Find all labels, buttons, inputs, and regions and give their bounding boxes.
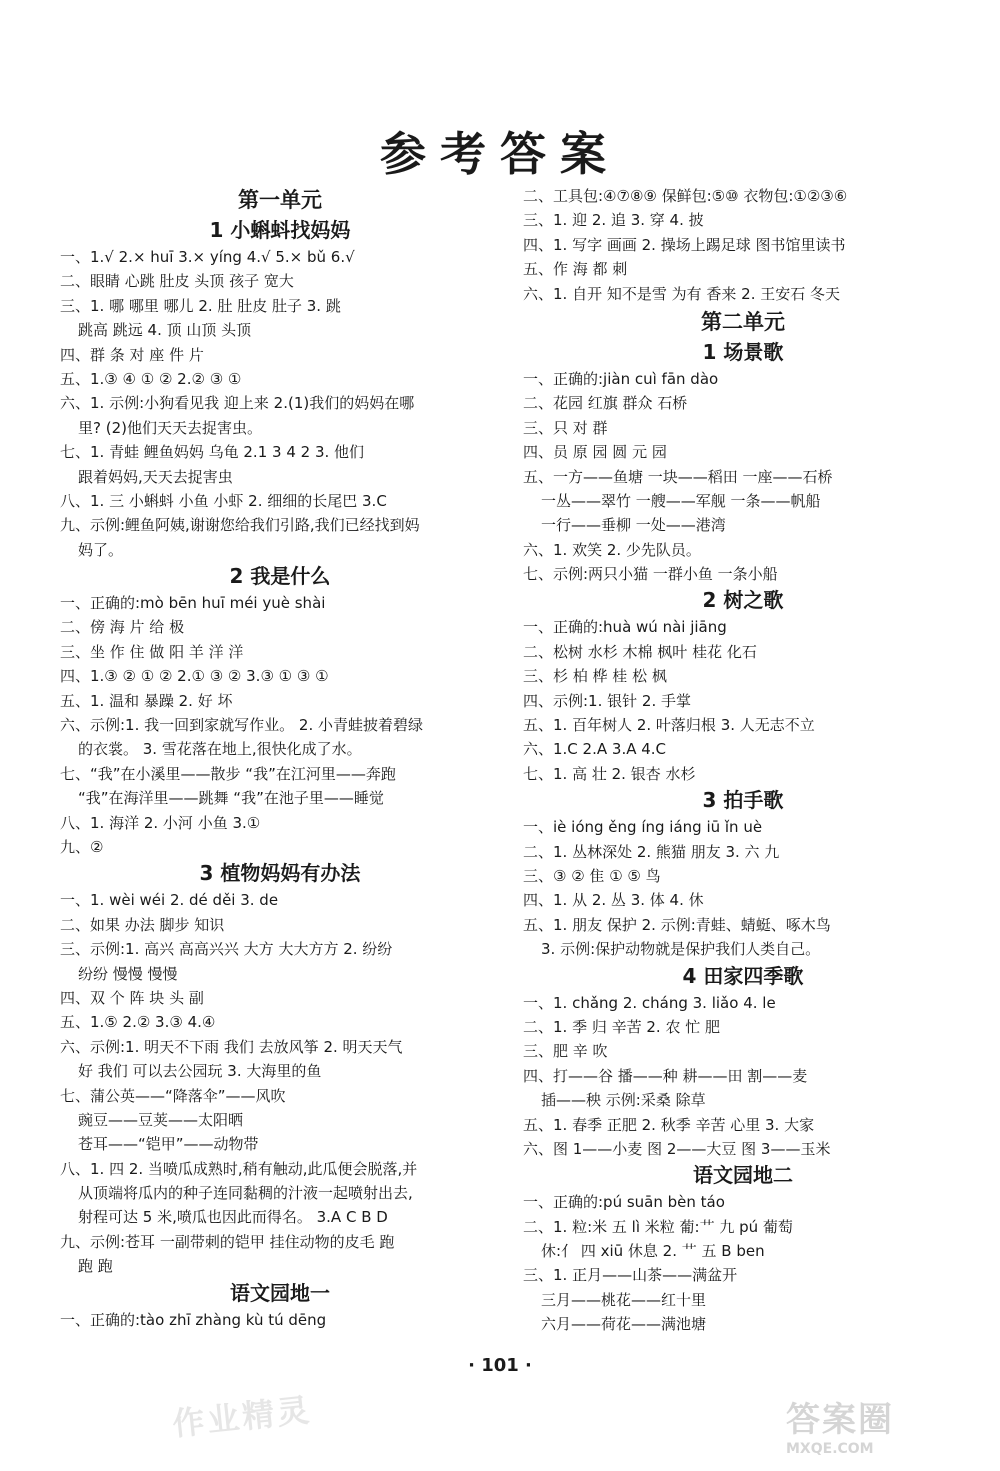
answer-line: 跑 跑 <box>78 1257 113 1276</box>
answer-line: 苍耳——“铠甲”——动物带 <box>78 1135 259 1154</box>
answer-line: 六、1. 示例:小狗看见我 迎上来 2.(1)我们的妈妈在哪 <box>60 394 415 413</box>
answer-line: 一、1. wèi wéi 2. dé děi 3. de <box>60 891 279 910</box>
answer-line: 九、② <box>60 837 104 856</box>
answer-line: 六月——荷花——满池塘 <box>541 1315 707 1334</box>
answer-line: 四、群 条 对 座 件 片 <box>60 345 204 364</box>
answer-line: 三、1. 正月——山茶——满盆开 <box>523 1266 738 1285</box>
lesson-title: 4 田家四季歌 <box>682 963 804 988</box>
answer-line: 六、图 1——小麦 图 2——大豆 图 3——玉米 <box>523 1139 831 1158</box>
lesson-title: 2 树之歌 <box>702 588 784 613</box>
answer-line: 一丛——翠竹 一艘——军舰 一条——帆船 <box>541 491 821 510</box>
answer-line: 三、1. 哪 哪里 哪儿 2. 肚 肚皮 肚子 3. 跳 <box>60 296 341 315</box>
answer-line: 五、1. 百年树人 2. 叶落归根 3. 人无志不立 <box>523 716 815 735</box>
answer-line: 好 我们 可以去公园玩 3. 大海里的鱼 <box>78 1062 322 1081</box>
answer-line: 二、如果 办法 脚步 知识 <box>60 915 225 934</box>
answer-line: 三、只 对 群 <box>523 418 608 437</box>
page-title: 参考答案 <box>380 127 620 181</box>
answer-line: 二、松树 水杉 木棉 枫叶 桂花 化石 <box>523 642 757 661</box>
answer-line: 跳高 跳远 4. 顶 山顶 头顶 <box>78 321 252 340</box>
answer-line: 三、示例:1. 高兴 高高兴兴 大方 大大方方 2. 纷纷 <box>60 940 393 959</box>
answer-line: 七、示例:两只小猫 一群小鱼 一条小船 <box>523 565 778 584</box>
answer-line: 插——秧 示例:采桑 除草 <box>541 1091 706 1110</box>
page-number: · 101 · <box>468 1355 532 1376</box>
answer-line: 四、1.③ ② ① ② 2.① ③ ② 3.③ ① ③ ① <box>60 667 329 686</box>
answer-line: 九、示例:鲤鱼阿姨,谢谢您给我们引路,我们已经找到妈 <box>60 516 420 535</box>
answer-line: 四、打——谷 播——种 耕——田 割——麦 <box>523 1066 808 1085</box>
answer-line: 四、双 个 阵 块 头 副 <box>60 988 204 1007</box>
answer-line: 三、③ ② 隹 ① ⑤ 鸟 <box>523 866 661 885</box>
answer-line: 三、坐 作 住 做 阳 羊 洋 洋 <box>60 642 244 661</box>
lesson-title: 语文园地二 <box>693 1163 793 1188</box>
answer-line: 纷纷 慢慢 慢慢 <box>78 964 178 983</box>
answer-line: 七、“我”在小溪里——散步 “我”在江河里——奔跑 <box>60 764 396 783</box>
answer-line: 五、1. 温和 暴躁 2. 好 坏 <box>60 691 233 710</box>
answer-line: 里? (2)他们天天去捉害虫。 <box>78 418 262 437</box>
answer-line: 六、1.C 2.A 3.A 4.C <box>523 740 667 759</box>
lesson-title: 1 小蝌蚪找妈妈 <box>209 218 351 242</box>
answer-line: 五、1.⑤ 2.② 3.③ 4.④ <box>60 1013 216 1032</box>
answers-left-column <box>60 184 500 1332</box>
lesson-title: 2 我是什么 <box>229 564 331 589</box>
answer-line: 七、1. 青蛙 鲤鱼妈妈 乌龟 2.1 3 4 2 3. 他们 <box>60 443 365 462</box>
answer-line: 五、1. 春季 正肥 2. 秋季 辛苦 心里 3. 大家 <box>523 1115 815 1134</box>
answer-line: 七、1. 高 壮 2. 银杏 水杉 <box>523 764 696 783</box>
answer-line: 四、示例:1. 银针 2. 手掌 <box>523 691 691 710</box>
answer-line: 一、正确的:huà wú nài jiāng <box>523 618 727 637</box>
answer-line: 豌豆——豆荚——太阳晒 <box>78 1110 244 1129</box>
watermark-logo <box>786 1392 976 1464</box>
answer-line: 八、1. 四 2. 当喷瓜成熟时,稍有触动,此瓜便会脱落,并 <box>60 1159 418 1178</box>
answer-line: 休:亻 四 xiū 休息 2. 艹 五 B ben <box>541 1242 765 1261</box>
answer-line: 二、花园 红旗 群众 石桥 <box>523 394 688 413</box>
answer-line: 一、1.√ 2.× huī 3.× yíng 4.√ 5.× bǔ 6.√ <box>60 248 355 266</box>
answer-line: 五、1.③ ④ ① ② 2.② ③ ① <box>60 369 242 388</box>
answer-line: 六、1. 欢笑 2. 少先队员。 <box>523 540 701 559</box>
answer-line: “我”在海洋里——跳舞 “我”在池子里——睡觉 <box>78 789 384 808</box>
unit-title: 第二单元 <box>701 309 785 334</box>
answer-line: 射程可达 5 米,喷瓜也因此而得名。 3.A C B D <box>78 1208 388 1227</box>
answer-line: 四、1. 从 2. 丛 3. 体 4. 休 <box>523 891 704 910</box>
answer-line: 五、一方——鱼塘 一块——稻田 一座——石桥 <box>523 467 833 486</box>
watermark-logo-url: MXQE.COM <box>786 1441 874 1457</box>
watermark-left: 作业精灵 <box>170 1390 314 1444</box>
answer-line: 三、肥 辛 吹 <box>523 1042 608 1061</box>
answer-line: 一、正确的:tào zhī zhàng kù tú dēng <box>60 1310 327 1329</box>
answer-line: 九、示例:苍耳 一副带刺的铠甲 挂住动物的皮毛 跑 <box>60 1232 395 1251</box>
answer-line: 的衣裳。 3. 雪花落在地上,很快化成了水。 <box>78 740 362 759</box>
answer-line: 一、1. chǎng 2. cháng 3. liǎo 4. le <box>523 993 776 1012</box>
answer-line: 二、1. 粒:米 五 lì 米粒 葡:艹 九 pú 葡萄 <box>523 1217 793 1236</box>
answer-line: 二、1. 季 归 辛苦 2. 农 忙 肥 <box>523 1017 721 1036</box>
answer-line: 二、1. 丛林深处 2. 熊猫 朋友 3. 六 九 <box>523 842 780 861</box>
answer-line: 四、1. 写字 画画 2. 操场上踢足球 图书馆里读书 <box>523 235 846 254</box>
answer-line: 二、傍 海 片 给 极 <box>60 618 185 637</box>
answer-line: 一行——垂柳 一处——港湾 <box>541 516 726 535</box>
answer-line: 六、示例:1. 我一回到家就写作业。 2. 小青蛙披着碧绿 <box>60 716 423 735</box>
answer-line: 3. 示例:保护动物就是保护我们人类自己。 <box>541 940 821 959</box>
answer-line: 三、杉 柏 桦 桂 松 枫 <box>523 667 667 686</box>
answer-line: 八、1. 海洋 2. 小河 小鱼 3.① <box>60 813 261 832</box>
answer-line: 一、iè ióng ěng íng iáng iū ǐn uè <box>523 818 763 837</box>
answer-line: 一、正确的:pú suān bèn táo <box>523 1193 725 1212</box>
answer-line: 三月——桃花——红十里 <box>541 1290 707 1309</box>
answer-line: 二、眼睛 心跳 肚皮 头顶 孩子 宽大 <box>60 272 294 291</box>
lesson-title: 3 拍手歌 <box>702 788 784 813</box>
lesson-title: 1 场景歌 <box>702 339 784 364</box>
answer-line: 一、正确的:jiàn cuì fān dào <box>523 369 719 388</box>
watermark-logo-text: 答案圈 <box>786 1400 894 1440</box>
answer-line: 八、1. 三 小蝌蚪 小鱼 小虾 2. 细细的长尾巴 3.C <box>60 491 387 510</box>
answer-line: 六、示例:1. 明天不下雨 我们 去放风筝 2. 明天天气 <box>60 1037 403 1056</box>
answer-line: 六、1. 自开 知不是雪 为有 香来 2. 王安石 冬天 <box>523 284 841 303</box>
answers-right-column <box>523 184 963 1337</box>
answer-line: 一、正确的:mò bēn huī méi yuè shài <box>60 594 326 613</box>
answer-line: 从顶端将瓜内的种子连同黏稠的汁液一起喷射出去, <box>78 1184 413 1203</box>
answer-line: 三、1. 迎 2. 追 3. 穿 4. 披 <box>523 211 704 230</box>
answer-line: 五、1. 朋友 保护 2. 示例:青蛙、蜻蜓、啄木鸟 <box>523 915 831 934</box>
lesson-title: 语文园地一 <box>230 1280 330 1305</box>
answer-line: 二、工具包:④⑦⑧⑨ 保鲜包:⑤⑩ 衣物包:①②③⑥ <box>523 187 848 205</box>
answer-line: 妈了。 <box>78 540 124 559</box>
answer-line: 四、员 原 园 圆 元 园 <box>523 443 667 462</box>
answer-line: 跟着妈妈,天天去捉害虫 <box>78 467 233 486</box>
answer-line: 七、蒲公英——“降落伞”——风吹 <box>60 1086 286 1105</box>
answer-line: 五、作 海 都 刺 <box>523 260 628 279</box>
lesson-title: 3 植物妈妈有办法 <box>199 861 361 886</box>
unit-title: 第一单元 <box>238 188 322 212</box>
